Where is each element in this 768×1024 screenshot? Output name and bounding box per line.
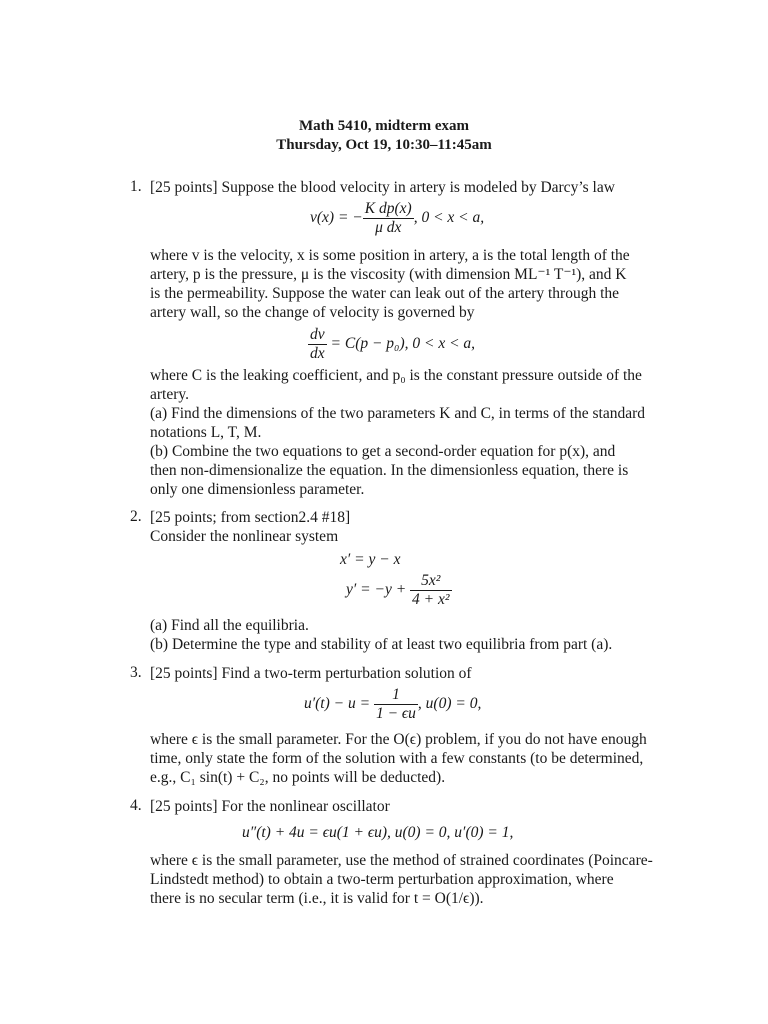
problem-3-line: e.g., C₁ sin(t) + C₂, no points will be deducted). — [150, 769, 446, 786]
problem-2-line: (b) Determine the type and stability of at least two equilibria from part (a). — [150, 636, 613, 653]
equation-fraction — [374, 686, 418, 723]
problem-1-equation-darcy — [310, 200, 484, 237]
problem-2-line: Consider the nonlinear system — [150, 528, 339, 545]
problem-2-equation-x: x′ = y − x — [340, 551, 401, 568]
equation-fraction — [363, 200, 414, 237]
problem-3-equation — [304, 686, 481, 723]
problem-3-line: time, only state the form of the solution with a few constants (to be determined, — [150, 750, 644, 767]
fraction-numerator: 5x² — [421, 572, 441, 589]
problem-2-line: (a) Find all the equilibria. — [150, 617, 309, 634]
fraction-denominator: 4 + x² — [412, 591, 450, 608]
equation-rhs: , 0 < x < a, — [413, 209, 485, 227]
exam-title: Math 5410, midterm exam — [299, 118, 469, 134]
problem-1-line: notations L, T, M. — [150, 424, 262, 441]
problem-1-line: is the permeability. Suppose the water can leak out of the artery through the — [150, 285, 620, 302]
problem-3-line: [25 points] Find a two-term perturbation solution of — [150, 665, 472, 682]
problem-1-line: where C is the leaking coefficient, and p₀ is the constant pressure outside of the — [150, 367, 642, 384]
problem-1-line: artery, p is the pressure, μ is the viscosity (with dimension ML⁻¹ T⁻¹), and K — [150, 266, 627, 283]
problem-3-line: where ϵ is the small parameter. For the O(ϵ) problem, if you do not have enough — [150, 731, 647, 748]
exam-date: Thursday, Oct 19, 10:30–11:45am — [276, 137, 492, 153]
equation-fraction — [308, 326, 327, 363]
fraction-numerator: 1 — [392, 686, 400, 703]
fraction-numerator: dv — [310, 326, 325, 343]
fraction-denominator: dx — [310, 345, 325, 362]
problem-1-line: artery. — [150, 386, 190, 403]
problem-2-number: 2. — [130, 508, 142, 525]
problem-4-number: 4. — [130, 797, 142, 814]
equation-lhs: u′(t) − u = — [304, 695, 374, 713]
problem-4-line: Lindstedt method) to obtain a two-term perturbation approximation, where — [150, 871, 614, 888]
problem-1-line: only one dimensionless parameter. — [150, 481, 365, 498]
problem-1-line: (b) Combine the two equations to get a second-order equation for p(x), and — [150, 443, 616, 460]
equation-rhs: , u(0) = 0, — [417, 695, 482, 713]
problem-1-equation-leak — [308, 326, 475, 363]
problem-4-line: where ϵ is the small parameter, use the method of strained coordinates (Poincare- — [150, 852, 653, 869]
problem-1-line: artery wall, so the change of velocity is governed by — [150, 304, 475, 321]
fraction-denominator: μ dx — [363, 218, 414, 237]
problem-1-number: 1. — [130, 178, 142, 195]
equation-lhs: y′ = −y + — [346, 581, 411, 599]
problem-1-line: (a) Find the dimensions of the two parameters K and C, in terms of the standard — [150, 405, 646, 422]
problem-4-equation: u″(t) + 4u = ϵu(1 + ϵu), u(0) = 0, u′(0) = 1, — [242, 824, 514, 841]
problem-1-line: [25 points] Suppose the blood velocity in artery is modeled by Darcy’s law — [150, 179, 615, 196]
problem-2-line: [25 points; from section2.4 #18] — [150, 509, 351, 526]
problem-3-number: 3. — [130, 664, 142, 681]
equation-fraction — [410, 572, 452, 609]
problem-1-line: then non-dimensionalize the equation. In the dimensionless equation, there is — [150, 462, 629, 479]
problem-2-equation-y — [346, 572, 452, 609]
problem-1-line: where v is the velocity, x is some position in artery, a is the total length of the — [150, 247, 630, 264]
problem-4-line: there is no secular term (i.e., it is valid for t = O(1/ϵ)). — [150, 890, 484, 907]
equation-rhs: = C(p − p₀), 0 < x < a, — [326, 335, 476, 353]
problem-4-line: [25 points] For the nonlinear oscillator — [150, 798, 390, 815]
equation-lhs: v(x) = − — [310, 209, 363, 227]
fraction-numerator: K dp(x) — [364, 200, 412, 217]
fraction-denominator: 1 − ϵu — [375, 705, 416, 722]
